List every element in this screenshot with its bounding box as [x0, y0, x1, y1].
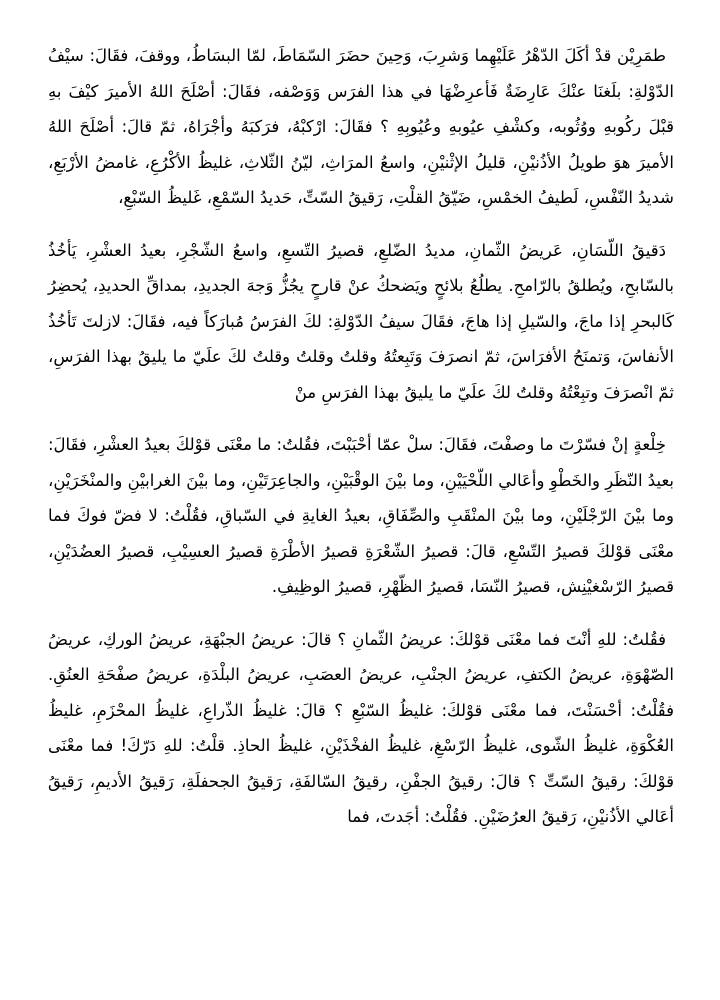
paragraph-1: طمَرِيْن قدْ أكَلَ الدّهْرُ عَلَيْهِما وَشرِبَ، وَحِينَ حضَرَ السّمَاطَ، لمّا البسَاطُ، ووقفَ، فقَالَ: سيْفُ الدّوْلةِ: بلَغنَا عنْكَ عَارِضَةٌ فَأعرِضْهَا في هذا الفرَس وَوَصْفه، فقَالَ: أصْلَحَ اللهُ الأميرَ كيْفَ بهِ قبْلَ ركُوبهِ ووُثُوبه، وكشْفِ عيُوبهِ وعُيُوبِهِ ؟ فقَالَ: ارْكبْهُ، فرَكبَهُ وأجْرَاهُ، ثمّ قالَ: أصْلَحَ اللهُ الأميرَ هوَ طويلُ الأذُنيْنِ، قليلُ الإثْنيْنِ، واسعُ المرَاثِ، ليّنُ الثّلاثِ، غليظُ الأكْرُعِ، غامضُ الأرْبَعِ، شديدُ النّفْسِ، لَطيفُ الخمْسِ، ضَيّقُ القلْتِ، رَقيقُ السّتِّ، حَديدُ السّمْعِ، غَليظُ السّبْعِ، — [48, 46, 674, 207]
paragraph-4: فقُلتُ: للهِ أنْتَ فما معْنَى قوْلكَ: عريضُ الثّمانِ ؟ قالَ: عريضُ الجبْهَةِ، عريضُ الوركِ، عريضُ الصّهْوَةِ، عريضُ الكتفِ، عريضُ الجنْبِ، عريضُ العصَبِ، عريضُ البلْدَةِ، عريضُ صفْحَةِ العنُقِ. فقُلْتُ: أحْسَنْتَ، فما معْنَى قوْلكَ: غليظُ السّبْعِ ؟ قالَ: غليظُ الذّراعِ، غليظُ المحْزَمِ، غليظُ العُكْوَةِ، غليظُ الشّوى، غليظُ الرّسْغِ، غليظُ الفخْذَيْنِ، غليظُ الحاذِ. قلْتُ: للهِ دَرّكَ! فما معْنَى قوْلكَ: رقيقُ السّتِّ ؟ قالَ: رقيقُ الجفْنِ، رقيقُ السّالفَةِ، رَقيقُ الجحفلَةِ، رَقيقُ الأديمِ، رَقيقُ أعَالي الأذُنيْنِ، رَقيقُ العرُضَيْنِ. فقُلْتُ: أجَدتَ، فما — [48, 629, 674, 826]
paragraph-2: دَقيقُ اللّسَانِ، عَريضُ الثّمانِ، مديدُ الضّلعِ، قصيرُ التّسعِ، واسعُ الشّجْرِ، بعيدُ العشْرِ، يَأخُذُ بالسّابحِ، ويُطلقُ بالرّامحِ. يطلُعُ بلائحٍ ويَضحكُ عنْ قارحٍ يجُزُّ وَجهَ الجديدِ، بمداقِّ الحديدِ، يُحضِرُ كَالبحرِ إذا ماجَ، والسّيلِ إذا هاجَ، فقَالَ سيفُ الدّوْلةِ: لكَ الفرَسُ مُبارَكاً فيه، فقَالَ: لازلتَ تَأخُذُ الأنفاسَ، وَتمنَحُ الأفرَاسَ، ثمّ انصرَفَ وَتَبِعتُهُ وقلتُ وقلتُ وقلتُ لكَ علَيّ ما يليقُ بهذا الفرَسِ، ثمّ انْصرَفَ وتبِعْتُهُ وقلتُ لكَ علَيّ ما يليقُ بهذا الفرَسِ منْ — [48, 240, 674, 402]
paragraph-3: خِلْعةٍ إنْ فسّرْتَ ما وصفْتَ، فقَالَ: سلْ عمّا أحْبَبْتَ، فقُلتُ: ما معْنَى قوْلكَ بعيدُ العشْرِ، فقَالَ: بعيدُ النّظَرِ والخَطْوِ وأعَالي اللّحْيَيْنِ، وما بيْنَ الوقْبَيْنِ، والجاعِرَتَيْنِ، وما بيْنَ الغرابيْنِ والمنْخَرَيْنِ، وما بيْنَ الرّجْلَيْنِ، وما بيْنَ المنْقَبِ والصِّفَاقِ، بعيدُ الغايةِ في السّباقِ، فقُلْتُ: لا فضّ فوكَ فما معْنَى قوْلكَ قصيرُ التّسْعِ، قالَ: قصيرُ الشّعْرَةِ قصيرُ الأطْرَةِ قصيرُ العسِيْبِ، قصيرُ العضُدَيْنِ، قصيرُ الرّسْغيْنِش، قصيرُ النّسَا، قصيرُ الظّهْرِ، قصيرُ الوظِيفِ. — [48, 435, 674, 596]
document-page — [48, 38, 674, 988]
